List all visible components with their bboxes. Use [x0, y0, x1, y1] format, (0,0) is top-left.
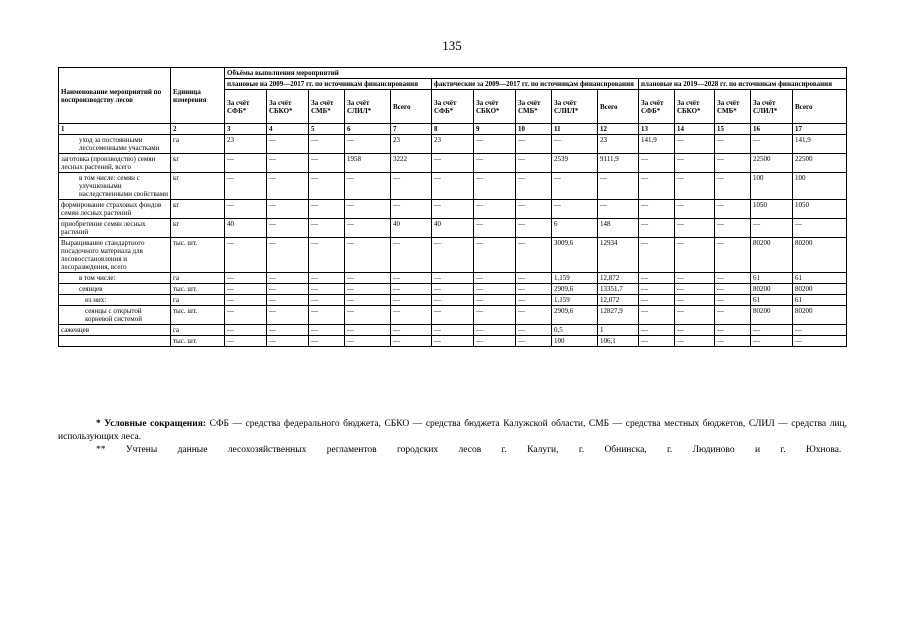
row-unit: тыс. шт. [171, 238, 225, 273]
row-value: — [639, 273, 675, 284]
row-value: — [267, 173, 309, 200]
row-name: в том числе: [59, 273, 171, 284]
row-value: — [639, 306, 675, 325]
header-source-1-3: За счёт СМБ* [309, 90, 345, 124]
row-value: — [225, 154, 267, 173]
row-value: — [516, 284, 552, 295]
row-value: — [225, 325, 267, 336]
row-value: — [751, 336, 793, 347]
row-value: — [267, 238, 309, 273]
header-source-1-2: За счёт СБКО* [267, 90, 309, 124]
row-value: — [474, 295, 516, 306]
row-value: — [345, 173, 391, 200]
row-value: — [309, 306, 345, 325]
row-value: 100 [552, 336, 598, 347]
row-value: — [675, 325, 715, 336]
row-value: — [474, 200, 516, 219]
row-value: — [309, 154, 345, 173]
row-value: — [675, 173, 715, 200]
row-value: — [267, 336, 309, 347]
row-value: 6 [552, 219, 598, 238]
column-number: 11 [552, 124, 598, 135]
row-name: заготовка (производство) семян лесных растений, всего [59, 154, 171, 173]
row-value: — [675, 154, 715, 173]
row-value: — [715, 219, 751, 238]
row-value: 141,9 [639, 135, 675, 154]
column-number: 7 [391, 124, 432, 135]
row-value: — [639, 295, 675, 306]
row-value: 61 [793, 273, 847, 284]
row-value: — [793, 219, 847, 238]
row-value: 100 [793, 173, 847, 200]
row-value: — [715, 173, 751, 200]
row-value: — [516, 295, 552, 306]
row-value: 80200 [793, 284, 847, 295]
row-value: — [391, 325, 432, 336]
row-value: — [715, 306, 751, 325]
row-value: — [345, 200, 391, 219]
row-value: — [516, 306, 552, 325]
row-value: — [345, 238, 391, 273]
row-value: — [715, 154, 751, 173]
row-name [59, 336, 171, 347]
row-value: — [715, 238, 751, 273]
row-value: 141,9 [793, 135, 847, 154]
row-value: — [391, 306, 432, 325]
row-value: — [267, 284, 309, 295]
row-value: — [267, 135, 309, 154]
header-source-3-5: Всего [793, 90, 847, 124]
row-value: 3009,6 [552, 238, 598, 273]
header-volumes: Объёмы выполнения мероприятий [225, 68, 847, 79]
row-value: — [474, 238, 516, 273]
row-value: — [225, 336, 267, 347]
row-value: — [675, 284, 715, 295]
row-value: — [474, 325, 516, 336]
row-value: — [552, 135, 598, 154]
row-value: 80200 [751, 306, 793, 325]
row-name: из них: [59, 295, 171, 306]
row-value: 12934 [598, 238, 639, 273]
row-value: — [432, 273, 474, 284]
row-value: — [675, 336, 715, 347]
row-value: 80200 [793, 238, 847, 273]
row-value: — [309, 325, 345, 336]
row-value: — [267, 154, 309, 173]
row-value: — [391, 336, 432, 347]
column-number: 12 [598, 124, 639, 135]
row-value: — [225, 306, 267, 325]
row-value: — [552, 173, 598, 200]
row-value: — [516, 154, 552, 173]
row-value: — [715, 135, 751, 154]
row-value: — [345, 273, 391, 284]
row-value: 2539 [552, 154, 598, 173]
table-row [59, 173, 847, 200]
row-value: 61 [751, 295, 793, 306]
header-source-2-1: За счёт СФБ* [432, 90, 474, 124]
row-value: — [675, 295, 715, 306]
row-value: — [267, 325, 309, 336]
column-number: 13 [639, 124, 675, 135]
row-value: 23 [225, 135, 267, 154]
row-unit: кг [171, 154, 225, 173]
header-source-2-3: За счёт СМБ* [516, 90, 552, 124]
row-value: — [345, 284, 391, 295]
row-value: 1050 [751, 200, 793, 219]
table-row [59, 219, 847, 238]
row-value: 2909,6 [552, 284, 598, 295]
row-value: — [675, 219, 715, 238]
row-value: — [309, 219, 345, 238]
row-value: — [516, 200, 552, 219]
row-value: — [793, 336, 847, 347]
row-value: — [675, 306, 715, 325]
header-source-3-3: За счёт СМБ* [715, 90, 751, 124]
table-row [59, 273, 847, 284]
row-value: — [345, 219, 391, 238]
row-value: — [225, 273, 267, 284]
column-number: 14 [675, 124, 715, 135]
column-number: 16 [751, 124, 793, 135]
row-value: — [675, 238, 715, 273]
row-value: — [751, 325, 793, 336]
row-value: — [598, 173, 639, 200]
column-number: 17 [793, 124, 847, 135]
header-source-2-4: За счёт СЛИЛ* [552, 90, 598, 124]
row-value: — [715, 336, 751, 347]
header-source-1-1: За счёт СФБ* [225, 90, 267, 124]
header-group-planned-2009: плановые на 2009—2017 гг. по источникам финансирования [225, 79, 432, 90]
row-unit: га [171, 135, 225, 154]
footnote-label: * Условные сокращения: [96, 419, 207, 429]
table-row [59, 135, 847, 154]
row-value: — [432, 284, 474, 295]
row-value: 23 [391, 135, 432, 154]
row-value: 1,159 [552, 295, 598, 306]
row-value: — [751, 135, 793, 154]
row-value: — [391, 238, 432, 273]
row-value: — [639, 336, 675, 347]
row-value: — [267, 219, 309, 238]
row-value: 12827,9 [598, 306, 639, 325]
row-value: — [793, 325, 847, 336]
row-value: — [474, 336, 516, 347]
table-row [59, 295, 847, 306]
header-group-planned-2019: плановые на 2019—2028 гг. по источникам финансирования [639, 79, 847, 90]
row-value: — [309, 173, 345, 200]
row-value: — [225, 200, 267, 219]
row-value: 23 [598, 135, 639, 154]
row-value: — [715, 295, 751, 306]
row-value: — [639, 154, 675, 173]
row-value: 40 [432, 219, 474, 238]
row-value: 80200 [751, 284, 793, 295]
row-value: — [309, 336, 345, 347]
row-value: 1958 [345, 154, 391, 173]
column-number: 5 [309, 124, 345, 135]
row-value: — [225, 284, 267, 295]
row-value: 22500 [793, 154, 847, 173]
row-value: — [639, 284, 675, 295]
table-row [59, 154, 847, 173]
row-unit: тыс. шт. [171, 284, 225, 295]
row-value: 100 [751, 173, 793, 200]
row-unit: тыс. шт. [171, 306, 225, 325]
row-value: — [516, 238, 552, 273]
row-value: — [516, 219, 552, 238]
row-name: в том числе: семян с улучшенными наследственными свойствами [59, 173, 171, 200]
row-unit: кг [171, 219, 225, 238]
row-value: 80200 [751, 238, 793, 273]
row-value: — [345, 306, 391, 325]
header-source-3-4: За счёт СЛИЛ* [751, 90, 793, 124]
row-value: — [432, 154, 474, 173]
row-value: 61 [751, 273, 793, 284]
header-group-actual-2009: фактические за 2009—2017 гг. по источникам финансирования [432, 79, 639, 90]
row-name: саженцев [59, 325, 171, 336]
footnotes [58, 418, 847, 457]
row-name: Выращивание стандартного посадочного материала для лесовосстановления и лесоразведения, всего [59, 238, 171, 273]
row-unit: кг [171, 200, 225, 219]
row-value: — [345, 135, 391, 154]
row-value: — [309, 295, 345, 306]
row-value: — [552, 200, 598, 219]
header-source-2-2: За счёт СБКО* [474, 90, 516, 124]
row-value: — [345, 336, 391, 347]
row-value: — [267, 273, 309, 284]
column-number: 3 [225, 124, 267, 135]
row-value: — [474, 135, 516, 154]
row-value: 2909,6 [552, 306, 598, 325]
row-value: — [751, 219, 793, 238]
row-value: — [432, 295, 474, 306]
row-value: — [432, 173, 474, 200]
row-value: — [639, 325, 675, 336]
row-value: — [309, 200, 345, 219]
row-value: — [516, 173, 552, 200]
row-value: — [391, 273, 432, 284]
table-row [59, 306, 847, 325]
row-value: 80200 [793, 306, 847, 325]
table-row [59, 238, 847, 273]
row-unit: тыс. шт. [171, 336, 225, 347]
row-value: — [639, 238, 675, 273]
row-value: — [474, 273, 516, 284]
row-value: 12,872 [598, 273, 639, 284]
row-unit: га [171, 295, 225, 306]
row-value: — [516, 325, 552, 336]
row-value: — [432, 238, 474, 273]
row-value: — [225, 238, 267, 273]
row-value: — [345, 295, 391, 306]
row-name: приобретение семян лесных растений [59, 219, 171, 238]
row-value: — [391, 295, 432, 306]
row-name: сеянцы с открытой корневой системой [59, 306, 171, 325]
row-value: 106,1 [598, 336, 639, 347]
row-value: — [715, 284, 751, 295]
table-row [59, 200, 847, 219]
column-number: 8 [432, 124, 474, 135]
row-value: — [391, 200, 432, 219]
row-value: 22500 [751, 154, 793, 173]
row-value: — [516, 135, 552, 154]
row-value: — [267, 306, 309, 325]
header-name-col: Наименование мероприятий по воспроизводству лесов [59, 68, 171, 124]
header-source-3-2: За счёт СБКО* [675, 90, 715, 124]
row-value: — [675, 135, 715, 154]
row-value: — [432, 200, 474, 219]
row-value: 13351,7 [598, 284, 639, 295]
row-value: — [432, 336, 474, 347]
row-unit: га [171, 325, 225, 336]
column-number: 2 [171, 124, 225, 135]
row-value: 1,159 [552, 273, 598, 284]
row-value: 12,072 [598, 295, 639, 306]
row-name: формирование страховых фондов семян лесных растений [59, 200, 171, 219]
header-source-2-5: Всего [598, 90, 639, 124]
row-value: — [715, 273, 751, 284]
column-number: 1 [59, 124, 171, 135]
row-value: — [474, 284, 516, 295]
footnote-abbreviations [58, 418, 847, 444]
row-value: 0,5 [552, 325, 598, 336]
page-number: 135 [442, 38, 462, 53]
row-value: — [391, 173, 432, 200]
row-value: 23 [432, 135, 474, 154]
footnote-regulations: ** Учтены данные лесохозяйственных регламентов городских лесов г. Калуги, г. Обнинска, г. Людиново и г. Юхнова. [96, 445, 842, 455]
row-value: — [715, 200, 751, 219]
header-source-1-4: За счёт СЛИЛ* [345, 90, 391, 124]
row-value: 3222 [391, 154, 432, 173]
column-number: 10 [516, 124, 552, 135]
row-value: 40 [225, 219, 267, 238]
row-value: — [516, 273, 552, 284]
row-value: 148 [598, 219, 639, 238]
column-number: 9 [474, 124, 516, 135]
row-value: — [474, 173, 516, 200]
header-source-1-5: Всего [391, 90, 432, 124]
row-value: — [432, 306, 474, 325]
forest-reproduction-table [58, 67, 847, 347]
row-value: — [309, 238, 345, 273]
row-value: 9111,9 [598, 154, 639, 173]
row-unit: га [171, 273, 225, 284]
row-value: — [516, 336, 552, 347]
row-value: 61 [793, 295, 847, 306]
row-value: — [598, 200, 639, 219]
row-name: сеянцев [59, 284, 171, 295]
row-value: — [391, 284, 432, 295]
table-row [59, 336, 847, 347]
row-value: — [474, 154, 516, 173]
row-value: 1 [598, 325, 639, 336]
row-value: — [474, 306, 516, 325]
row-name: уход за постоянными лесосеменными участками [59, 135, 171, 154]
row-value: — [474, 219, 516, 238]
row-value: — [639, 219, 675, 238]
row-value: — [675, 200, 715, 219]
column-number: 4 [267, 124, 309, 135]
row-value: — [639, 173, 675, 200]
row-value: — [225, 173, 267, 200]
column-number: 6 [345, 124, 391, 135]
row-value: — [309, 273, 345, 284]
row-value: — [309, 284, 345, 295]
row-unit: кг [171, 173, 225, 200]
row-value: — [309, 135, 345, 154]
row-value: — [225, 295, 267, 306]
row-value: — [639, 200, 675, 219]
row-value: 1050 [793, 200, 847, 219]
table-row [59, 325, 847, 336]
row-value: — [345, 325, 391, 336]
row-value: — [715, 325, 751, 336]
row-value: — [267, 295, 309, 306]
table-row [59, 284, 847, 295]
footnote-abbreviations-text: СФБ — средства федерального бюджета, СБКО — средства бюджета Калужской области, СМБ — средства местных бюджетов, СЛИЛ — средства лиц, использующих леса. [58, 419, 847, 442]
row-value: — [267, 200, 309, 219]
header-source-3-1: За счёт СФБ* [639, 90, 675, 124]
row-value: — [675, 273, 715, 284]
column-number: 15 [715, 124, 751, 135]
row-value: 40 [391, 219, 432, 238]
row-value: — [432, 325, 474, 336]
header-unit-col: Единица измерения [171, 68, 225, 124]
